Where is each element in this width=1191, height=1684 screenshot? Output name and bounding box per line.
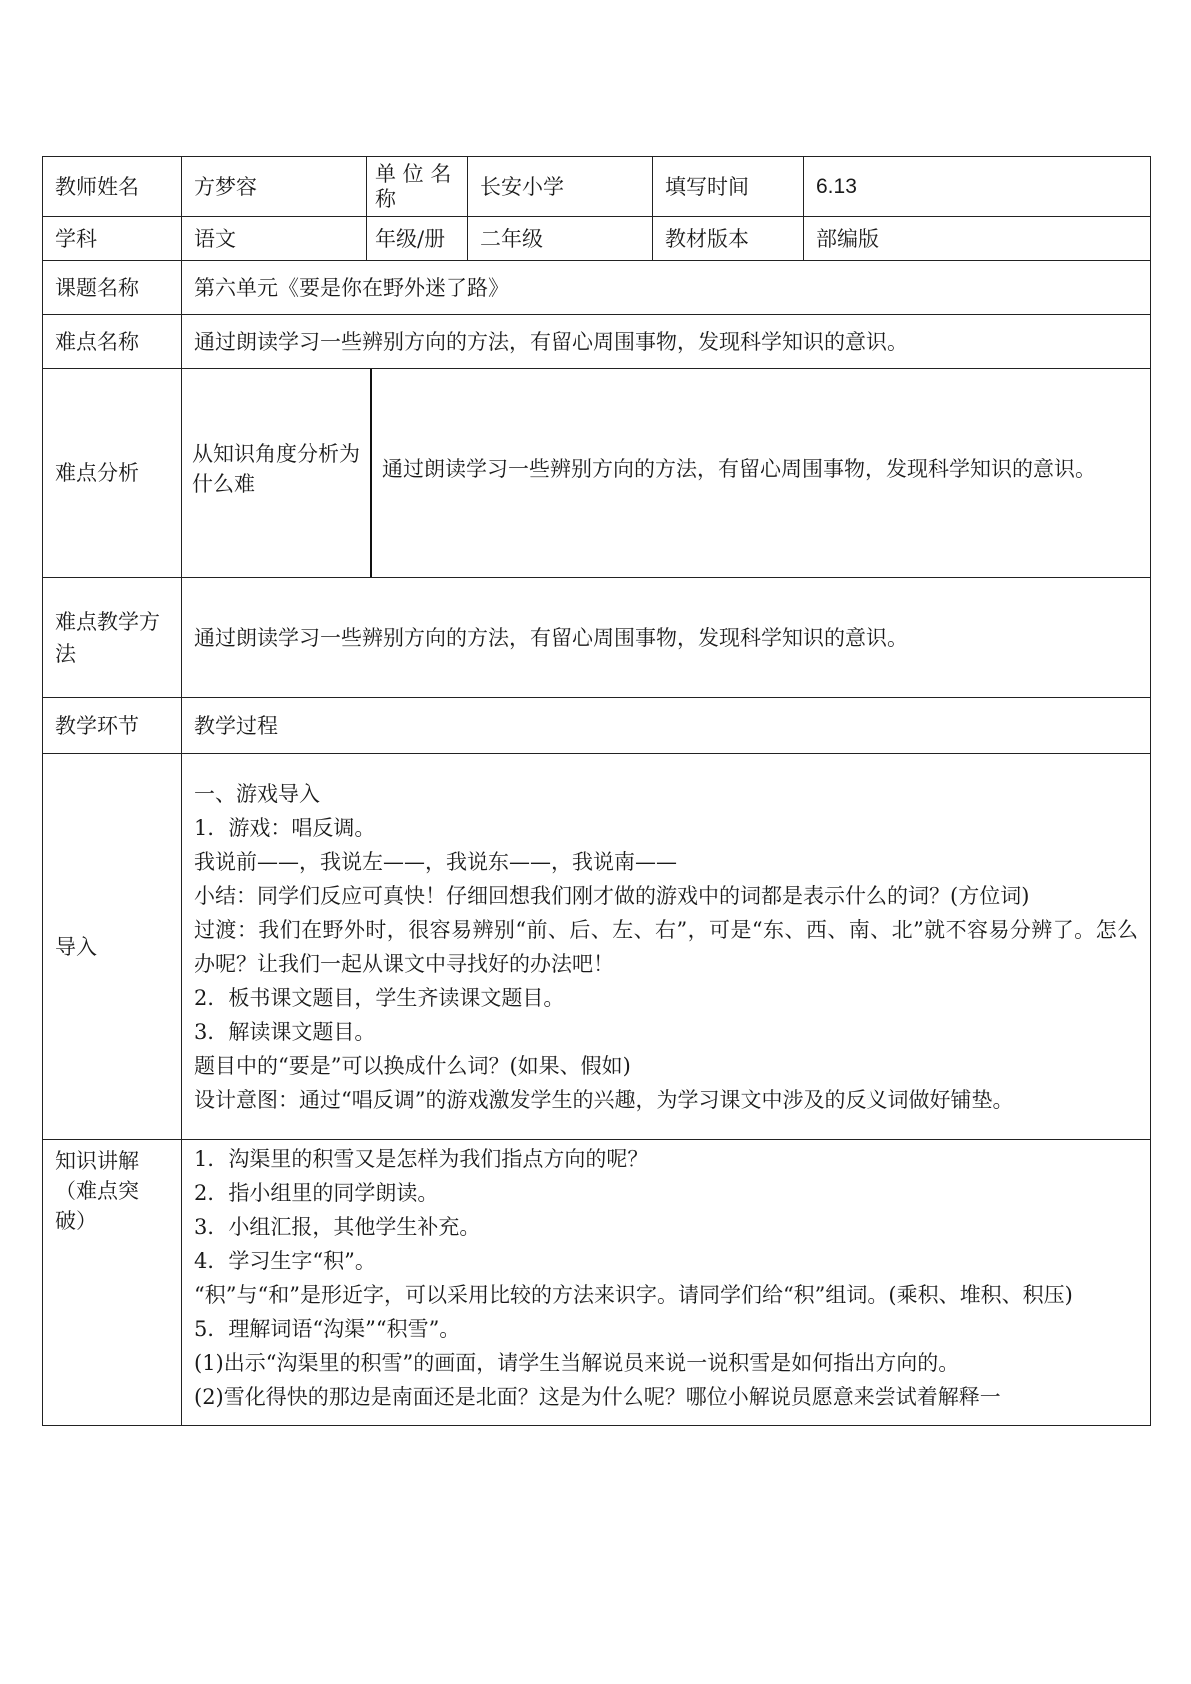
topic-value: 第六单元《要是你在野外迷了路》 [182, 261, 1151, 315]
process-header-row [43, 698, 1151, 754]
difficulty-label: 难点名称 [43, 315, 182, 369]
topic-row [43, 261, 1151, 315]
grade-label: 年级/册 [367, 217, 468, 261]
intro-line: 题目中的“要是”可以换成什么词？(如果、假如) [194, 1053, 631, 1078]
intro-line: 2．板书课文题目，学生齐读课文题目。 [194, 985, 565, 1010]
date-label: 填写时间 [653, 157, 804, 217]
intro-label: 导入 [43, 754, 182, 1140]
knowledge-content [182, 1140, 1151, 1426]
analysis-sub-label: 从知识角度分析为什么难 [192, 442, 360, 496]
header-row-1 [43, 157, 1151, 217]
topic-label: 课题名称 [43, 261, 182, 315]
knowledge-row [43, 1140, 1151, 1426]
analysis-cell [182, 369, 1151, 578]
intro-line: 1．游戏：唱反调。 [194, 815, 376, 840]
analysis-row [43, 369, 1151, 578]
knowledge-line: (2)雪化得快的那边是南面还是北面？这是为什么呢？哪位小解说员愿意来尝试着解释一 [194, 1385, 1001, 1409]
knowledge-line: (1)出示“沟渠里的积雪”的画面，请学生当解说员来说一说积雪是如何指出方向的。 [194, 1351, 960, 1375]
method-value: 通过朗读学习一些辨别方向的方法，有留心周围事物，发现科学知识的意识。 [182, 578, 1151, 698]
knowledge-line: 3．小组汇报，其他学生补充。 [194, 1215, 481, 1239]
knowledge-label: 知识讲解（难点突破） [43, 1140, 182, 1426]
intro-content [182, 754, 1151, 1140]
knowledge-line: 4．学习生字“积”。 [194, 1249, 376, 1273]
unit-label: 单 位 名 称 [367, 157, 468, 217]
intro-line: 一、游戏导入 [194, 781, 320, 806]
edition-value: 部编版 [804, 217, 1151, 261]
method-row [43, 578, 1151, 698]
teacher-label: 教师姓名 [43, 157, 182, 217]
subject-value: 语文 [182, 217, 367, 261]
lesson-plan-form [42, 156, 1150, 1426]
intro-line: 设计意图：通过“唱反调”的游戏激发学生的兴趣，为学习课文中涉及的反义词做好铺垫。 [194, 1087, 1014, 1112]
intro-line: 小结：同学们反应可真快！仔细回想我们刚才做的游戏中的词都是表示什么的词？(方位词) [194, 883, 1030, 908]
knowledge-line: “积”与“和”是形近字，可以采用比较的方法来识字。请同学们给“积”组词。(乘积、堆积、积压) [194, 1283, 1073, 1307]
process-value: 教学过程 [182, 698, 1151, 754]
lesson-plan-table [42, 156, 1151, 1426]
difficulty-row [43, 315, 1151, 369]
edition-label: 教材版本 [653, 217, 804, 261]
intro-line: 3．解读课文题目。 [194, 1019, 376, 1044]
analysis-label: 难点分析 [43, 369, 182, 578]
intro-row [43, 754, 1151, 1140]
header-row-2 [43, 217, 1151, 261]
knowledge-line: 2．指小组里的同学朗读。 [194, 1181, 439, 1205]
analysis-value: 通过朗读学习一些辨别方向的方法，有留心周围事物，发现科学知识的意识。 [382, 457, 1096, 481]
date-value: 6.13 [804, 157, 1151, 217]
teacher-value: 方梦容 [182, 157, 367, 217]
difficulty-value: 通过朗读学习一些辨别方向的方法，有留心周围事物，发现科学知识的意识。 [182, 315, 1151, 369]
knowledge-line: 1．沟渠里的积雪又是怎样为我们指点方向的呢？ [194, 1147, 649, 1171]
subject-label: 学科 [43, 217, 182, 261]
intro-line: 过渡：我们在野外时，很容易辨别“前、后、左、右”，可是“东、西、南、北”就不容易分辨了。怎么办呢？让我们一起从课文中寻找好的办法吧！ [194, 917, 1138, 976]
grade-value: 二年级 [468, 217, 653, 261]
unit-value: 长安小学 [468, 157, 653, 217]
knowledge-line: 5．理解词语“沟渠”“积雪”。 [194, 1317, 461, 1341]
intro-line: 我说前——，我说左——，我说东——，我说南—— [194, 849, 677, 874]
method-label: 难点教学方法 [43, 578, 182, 698]
process-label: 教学环节 [43, 698, 182, 754]
